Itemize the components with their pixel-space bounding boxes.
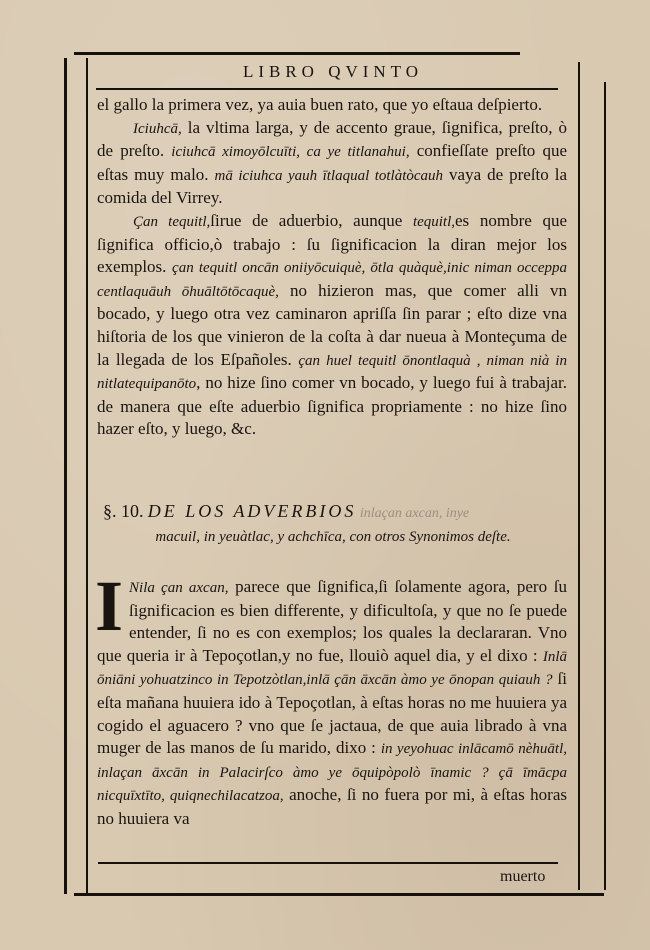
- frame-bottom-rule: [74, 893, 604, 896]
- text-block-bottom: [95, 566, 567, 831]
- section-title-main: ADVERBIOS: [233, 501, 357, 521]
- frame-left-rule: [64, 58, 67, 894]
- catchword: muerto: [500, 868, 546, 885]
- header-rule: [96, 88, 558, 90]
- section-title-line: [103, 500, 563, 525]
- nahuatl-example: çan tequitl oncān oniiyōcuiquè, ōtla quàquè,inic niman occeppa centlaquāuh ōhuāltōtōcaquè,: [97, 260, 567, 300]
- footer-rule: [98, 862, 558, 864]
- running-head: LIBRO QVINTO: [242, 62, 424, 81]
- section-title: DE LOS: [147, 501, 234, 521]
- frame-inner-left-rule: [86, 58, 88, 896]
- section-subtitle-line: macuil, in yeuàtlac, y achchīca, con otros Synonimos deſte.: [155, 529, 511, 545]
- term: tequitl,: [412, 213, 456, 230]
- term: Iciuhcā,: [133, 120, 182, 137]
- paragraph-can-tequitl: Çan tequitl,ſirue de aduerbio, aunque tequitl,es nombre que ſignifica officio,ò trabajo : ſu ſignificacion la diran mejor los exemplos. çan tequitl oncān oniiyōcuiquè, ōtla quàquè,inic niman occeppa centlaquāuh ōhuāltōtōcaquè, no hizieron mas, que comer alli vn bocado, y luego otra vez caminaron apriſſa ſin parar ; eſto dize vna hiſtoria de los que vinieron de la coſta à dar nueua à Monteçuma de la llegada de los Eſpañoles. çan huel tequitl ōnontlaquà , niman nià in nitlatequipanōto, no hize ſino comer vn bocado, y luego fui à trabajar. de manera que eſte aduerbio ſignifica propriamente : no hize ſino hazer eſto, y luego, &c.: [97, 210, 568, 439]
- text-block-top: [97, 94, 567, 441]
- frame-top-rule: [74, 52, 520, 55]
- section-number: §. 10.: [103, 501, 144, 521]
- paragraph-iciuhca: Iciuhcā, la vltima larga, y de accento graue, ſignifica, preſto, ò de preſto. iciuhcā ximoyōlcuīti, ca ye titlanahui, confieſſate preſto que eſtas muy malo. mā iciuhca yauh ītlaqual totlàtòcauh vaya de preſto la comida del Virrey.: [97, 117, 568, 208]
- nahuatl-example: Inlā ōniāni yohuatzinco in Tepotzòtlan,inlā çān āxcān àmo ye ōnopan quiauh ?: [97, 648, 567, 689]
- paragraph-inla-can-axcan: Nila çan axcan, parece que ſignifica,ſi ſolamente agora, pero ſu ſignificacion es bien differente, y dificultoſa, y que no ſe puede entender, ſi no es con exemplos; los quales la declararan. Vno que queria ir à Tepoçotlan,y no fue, llouiò aquel dia, y el dixo : Inlā ōniāni yohuatzinco in Tepotzòtlan,inlā çān āxcān àmo ye ōnopan quiauh ? ſi eſta mañana huuiera ido à Tepoçotlan, à eſtas horas no me huuiera ya cogido el aguacero ? vno que ſe jactaua, de que auia librado à vna muger de las manos de ſu marido, dixo : in yeyohuac inlācamō nèhuātl, inlaçan āxcān in Palacirſco àmo ye ōquipòpolò īnamic ? çā īmācpa nicquīxtīto, quiqnechilacatzoa, anoche, ſi no fuera por mi, à eſtas horas no huuiera va: [97, 577, 567, 828]
- nahuatl-example: in yeyohuac inlācamō nèhuātl, inlaçan āxcān in Palacirſco àmo ye ōquipòpolò īnamic ? çā īmācpa nicquīxtīto, quiqnechilacatzoa,: [97, 741, 567, 805]
- section-title-faded: inlaçan axcan, inye: [356, 506, 470, 521]
- paragraph-continued: el gallo la primera vez, ya auia buen rato, que yo eſtaua deſpierto.: [97, 95, 543, 114]
- drop-cap: I: [95, 566, 124, 646]
- nahuatl-example: çan huel tequitl ōnontlaquà , niman nià in nitlatequipanōto: [97, 352, 568, 393]
- nahuatl-example: mā iciuhca yauh ītlaqual totlàtòcauh: [214, 167, 444, 184]
- section-heading: [103, 500, 563, 548]
- nahuatl-example: iciuhcā ximoyōlcuīti, ca ye titlanahui,: [171, 144, 410, 161]
- term: Nila çan axcan,: [129, 580, 229, 596]
- frame-inner-right-rule: [578, 62, 580, 890]
- frame-outer-right-rule: [604, 82, 606, 890]
- term: Çan tequitl,: [133, 213, 211, 230]
